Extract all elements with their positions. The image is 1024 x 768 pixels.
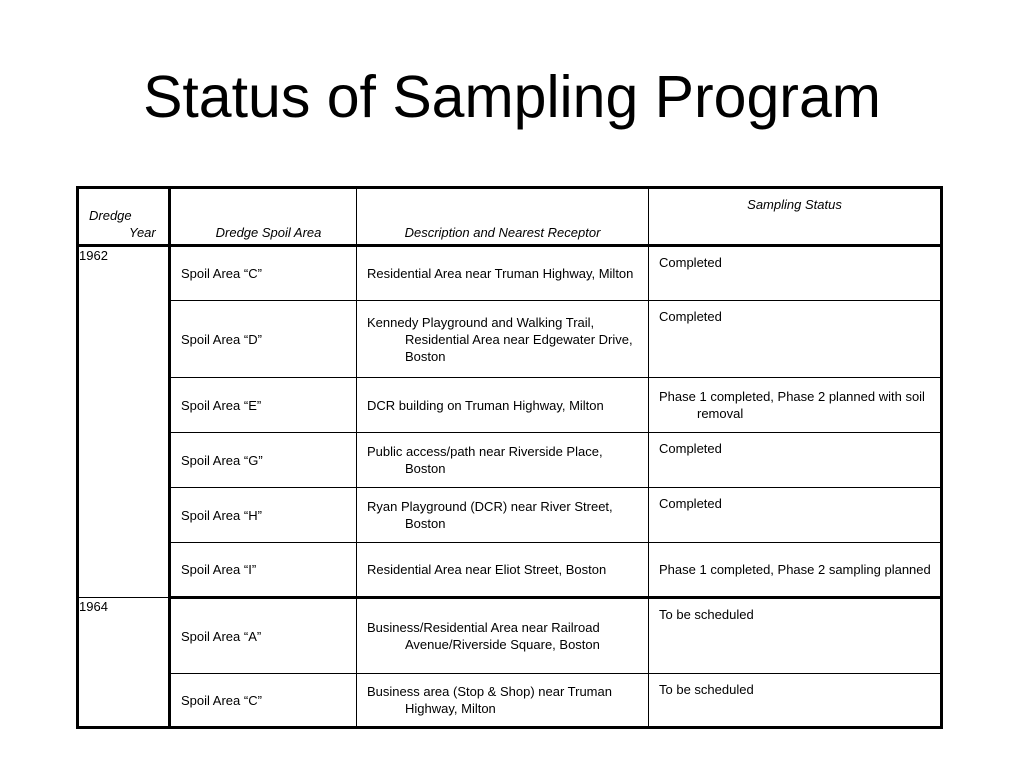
table-header-row — [78, 188, 942, 246]
spoil-area-cell: Spoil Area “C” — [170, 246, 357, 301]
status-cell: Phase 1 completed, Phase 2 planned with soil removal — [649, 378, 942, 433]
description-cell: Kennedy Playground and Walking Trail, Residential Area near Edgewater Drive, Boston — [357, 301, 649, 378]
table-row — [78, 433, 942, 488]
description-cell: Residential Area near Eliot Street, Boston — [357, 543, 649, 598]
year-cell-1964: 1964 — [78, 598, 170, 728]
spoil-area-cell: Spoil Area “C” — [170, 674, 357, 728]
table-row — [78, 378, 942, 433]
status-cell: Completed — [649, 246, 942, 301]
status-cell: Completed — [649, 433, 942, 488]
table-row — [78, 598, 942, 674]
header-sampling-status: Sampling Status — [649, 188, 942, 246]
table-row — [78, 488, 942, 543]
status-cell: Completed — [649, 301, 942, 378]
description-cell: Residential Area near Truman Highway, Milton — [357, 246, 649, 301]
spoil-area-cell: Spoil Area “D” — [170, 301, 357, 378]
status-cell: Completed — [649, 488, 942, 543]
table-row — [78, 674, 942, 728]
header-spoil-area: Dredge Spoil Area — [170, 188, 357, 246]
page-title: Status of Sampling Program — [143, 64, 881, 130]
table-row — [78, 543, 942, 598]
description-cell: Business/Residential Area near Railroad Avenue/Riverside Square, Boston — [357, 598, 649, 674]
description-cell: Public access/path near Riverside Place, Boston — [357, 433, 649, 488]
description-cell: DCR building on Truman Highway, Milton — [357, 378, 649, 433]
spoil-area-cell: Spoil Area “H” — [170, 488, 357, 543]
header-year-line2: Year — [129, 225, 156, 240]
header-dredge-year — [78, 188, 170, 246]
spoil-area-cell: Spoil Area “I” — [170, 543, 357, 598]
spoil-area-cell: Spoil Area “G” — [170, 433, 357, 488]
sampling-status-table — [76, 186, 943, 729]
table-row — [78, 246, 942, 301]
header-year-line1: Dredge — [89, 208, 132, 223]
status-cell: Phase 1 completed, Phase 2 sampling planned — [649, 543, 942, 598]
status-cell: To be scheduled — [649, 598, 942, 674]
description-cell: Business area (Stop & Shop) near Truman Highway, Milton — [357, 674, 649, 728]
table-row — [78, 301, 942, 378]
header-description: Description and Nearest Receptor — [357, 188, 649, 246]
spoil-area-cell: Spoil Area “A” — [170, 598, 357, 674]
spoil-area-cell: Spoil Area “E” — [170, 378, 357, 433]
description-cell: Ryan Playground (DCR) near River Street, Boston — [357, 488, 649, 543]
year-cell-1962: 1962 — [78, 246, 170, 598]
status-cell: To be scheduled — [649, 674, 942, 728]
